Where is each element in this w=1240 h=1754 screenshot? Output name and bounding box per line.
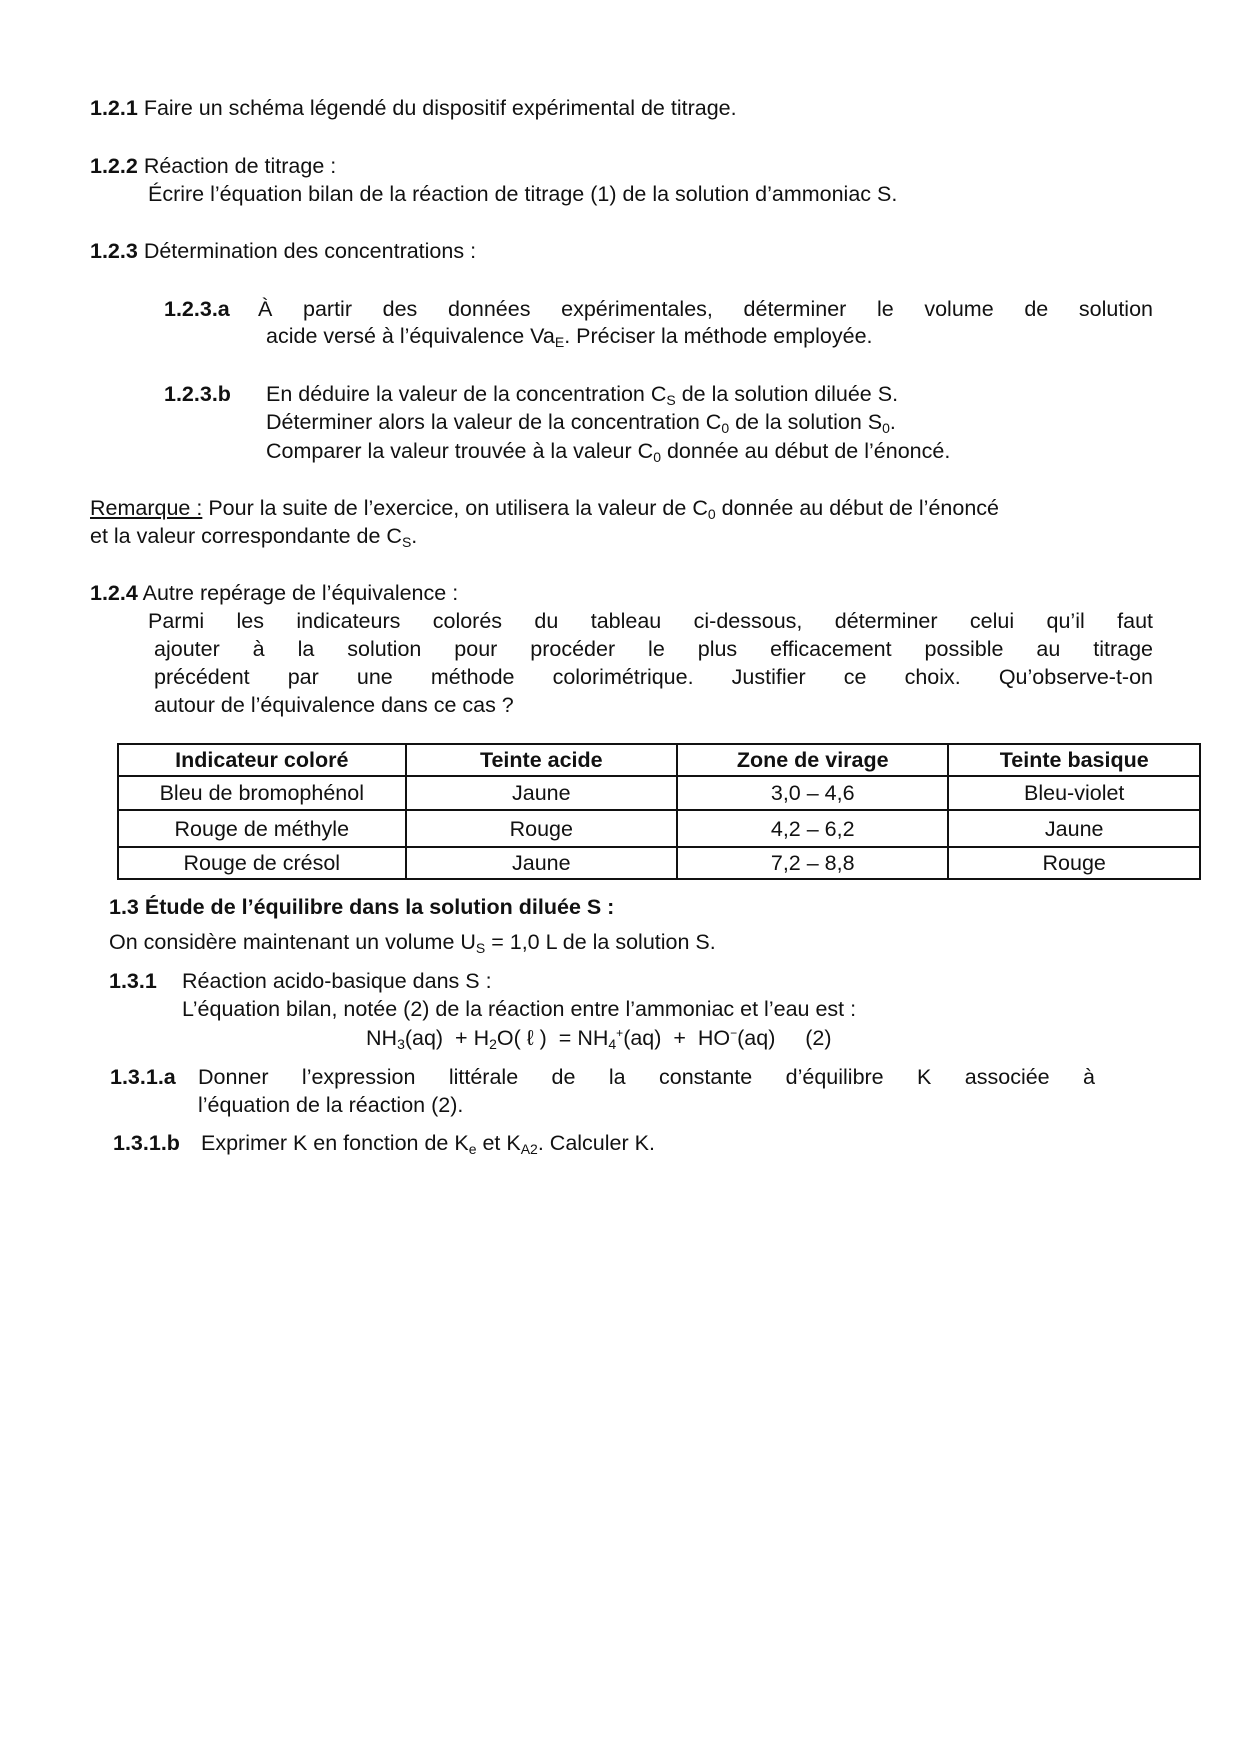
table-cell: 7,2 – 8,8 bbox=[677, 847, 948, 879]
text: . bbox=[411, 524, 418, 548]
table-cell: Jaune bbox=[406, 847, 677, 879]
question-number-1-3-1: 1.3.1 bbox=[109, 969, 157, 993]
subscript: S bbox=[475, 940, 486, 956]
question-1-2-3-a-line2 bbox=[266, 323, 873, 349]
question-number: 1.2.4 bbox=[90, 581, 138, 605]
table-header: Zone de virage bbox=[677, 744, 948, 776]
subscript: S bbox=[401, 534, 412, 550]
question-1-2-4-line3: précédent par une méthode colorimétrique. Justifier ce choix. Qu’observe-t-on bbox=[154, 665, 1153, 689]
text: En déduire la valeur de la concentration C bbox=[266, 382, 667, 406]
question-1-3-1-a-line2: l’équation de la réaction (2). bbox=[198, 1093, 464, 1117]
equation-2 bbox=[366, 1025, 832, 1051]
question-1-2-4-line4: autour de l’équivalence dans ce cas ? bbox=[154, 693, 514, 717]
text: donnée au début de l’énoncé. bbox=[660, 439, 951, 463]
indicator-table bbox=[117, 743, 1201, 880]
text: Exprimer K en fonction de K bbox=[201, 1131, 469, 1155]
question-number: 1.2.3 bbox=[90, 239, 138, 263]
question-number-1-3-1-b: 1.3.1.b bbox=[113, 1131, 180, 1155]
question-title: Détermination des concentrations : bbox=[143, 239, 477, 263]
text: NH bbox=[366, 1026, 398, 1050]
question-1-3-1-text: L’équation bilan, notée (2) de la réaction entre l’ammoniac et l’eau est : bbox=[182, 997, 857, 1021]
table-cell: Jaune bbox=[948, 810, 1200, 847]
superscript: + bbox=[616, 1026, 624, 1040]
subscript: 2 bbox=[489, 1036, 497, 1052]
table-cell: Bleu de bromophénol bbox=[118, 776, 406, 810]
question-1-2-3-a-line1: À partir des données expérimentales, déterminer le volume de solution bbox=[258, 297, 1153, 321]
text: donnée au début de l’énoncé bbox=[715, 496, 999, 520]
question-number: 1.2.1 bbox=[90, 96, 138, 120]
question-1-2-4-line1: Parmi les indicateurs colorés du tableau ci-dessous, déterminer celui qu’il faut bbox=[148, 609, 1153, 633]
text: (aq) + HO bbox=[623, 1026, 731, 1050]
table-row bbox=[118, 847, 1200, 879]
subscript: 0 bbox=[653, 449, 661, 465]
text: . Préciser la méthode employée. bbox=[564, 324, 873, 348]
text: et la valeur correspondante de C bbox=[90, 524, 402, 548]
question-1-3-1-title: Réaction acido-basique dans S : bbox=[182, 969, 492, 993]
question-1-2-3-b-line3 bbox=[266, 438, 950, 464]
subscript: 0 bbox=[882, 420, 890, 436]
text: de la solution diluée S. bbox=[675, 382, 899, 406]
text: = 1,0 L de la solution S. bbox=[485, 930, 716, 954]
question-1-3-1-a-line1: Donner l’expression littérale de la constante d’équilibre K associée à bbox=[198, 1065, 1095, 1089]
question-1-2-3-b-line2 bbox=[266, 409, 896, 435]
question-title: Réaction de titrage : bbox=[143, 154, 337, 178]
subscript: e bbox=[468, 1141, 477, 1157]
question-number: 1.2.2 bbox=[90, 154, 138, 178]
question-1-2-3-b-line1 bbox=[266, 381, 898, 407]
remark-label: Remarque : bbox=[90, 496, 203, 520]
question-text: Faire un schéma légendé du dispositif expérimental de titrage. bbox=[143, 96, 737, 120]
text: On considère maintenant un volume U bbox=[109, 930, 476, 954]
section-1-3-title: 1.3 Étude de l’équilibre dans la solution diluée S : bbox=[109, 895, 615, 919]
table-cell: Rouge de méthyle bbox=[118, 810, 406, 847]
subscript: 3 bbox=[397, 1036, 405, 1052]
text: . bbox=[889, 410, 896, 434]
subscript: E bbox=[554, 334, 565, 350]
table-row bbox=[118, 810, 1200, 847]
subscript: S bbox=[666, 392, 676, 408]
question-1-2-3 bbox=[90, 238, 476, 264]
remark-line2 bbox=[90, 523, 417, 549]
text: et K bbox=[476, 1131, 521, 1155]
question-1-2-4 bbox=[90, 580, 458, 606]
text: (aq) (2) bbox=[737, 1026, 832, 1050]
table-row bbox=[118, 776, 1200, 810]
question-1-2-1 bbox=[90, 95, 737, 121]
table-header-row bbox=[118, 744, 1200, 776]
remark-line1 bbox=[90, 495, 999, 521]
question-number-1-3-1-a: 1.3.1.a bbox=[110, 1065, 176, 1089]
question-number-1-2-3-b: 1.2.3.b bbox=[164, 382, 231, 406]
question-number-1-2-3-a: 1.2.3.a bbox=[164, 297, 230, 321]
table-cell: Rouge bbox=[948, 847, 1200, 879]
text: Pour la suite de l’exercice, on utilisera la valeur de C bbox=[202, 496, 708, 520]
text: Déterminer alors la valeur de la concentration C bbox=[266, 410, 722, 434]
table-cell: 4,2 – 6,2 bbox=[677, 810, 948, 847]
table-header: Teinte acide bbox=[406, 744, 677, 776]
table-header: Indicateur coloré bbox=[118, 744, 406, 776]
text: Comparer la valeur trouvée à la valeur C bbox=[266, 439, 654, 463]
text: . Calculer K. bbox=[537, 1131, 655, 1155]
subscript: 0 bbox=[721, 420, 730, 436]
table-cell: 3,0 – 4,6 bbox=[677, 776, 948, 810]
superscript: − bbox=[730, 1026, 738, 1040]
question-1-2-2 bbox=[90, 153, 336, 179]
text: de la solution S bbox=[729, 410, 883, 434]
table-cell: Rouge bbox=[406, 810, 677, 847]
question-title: Autre repérage de l’équivalence : bbox=[142, 581, 459, 605]
text: O( ℓ ) = NH bbox=[496, 1026, 609, 1050]
question-1-2-2-text: Écrire l’équation bilan de la réaction de titrage (1) de la solution d’ammoniac S. bbox=[148, 182, 898, 206]
section-1-3-intro bbox=[109, 929, 716, 955]
question-1-2-4-line2: ajouter à la solution pour procéder le plus efficacement possible au titrage bbox=[154, 637, 1153, 661]
subscript: 0 bbox=[707, 506, 716, 522]
text: acide versé à l’équivalence Va bbox=[266, 324, 555, 348]
table-cell: Jaune bbox=[406, 776, 677, 810]
text: (aq) + H bbox=[404, 1026, 490, 1050]
subscript: A2 bbox=[520, 1141, 538, 1157]
table-header: Teinte basique bbox=[948, 744, 1200, 776]
question-1-3-1-b-text bbox=[201, 1130, 655, 1156]
subscript: 4 bbox=[608, 1036, 617, 1052]
table-cell: Rouge de crésol bbox=[118, 847, 406, 879]
table-cell: Bleu-violet bbox=[948, 776, 1200, 810]
